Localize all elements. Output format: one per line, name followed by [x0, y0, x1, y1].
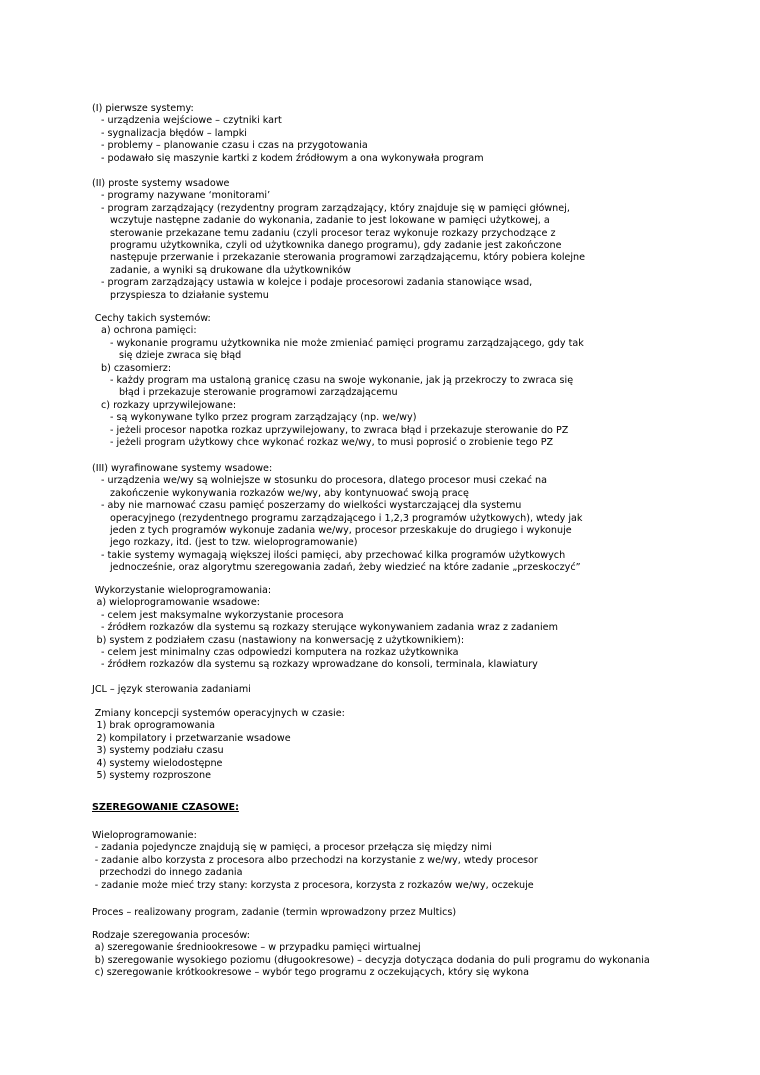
text-line: Rodzaje szeregowania procesów: — [92, 930, 250, 941]
text-line: Zmiany koncepcji systemów operacyjnych w czasie: — [94, 708, 345, 719]
text-line: - zadanie albo korzysta z procesora albo przechodzi na korzystanie z we/wy, wtedy procesor — [94, 854, 538, 866]
text-line: wczytuje następne zadanie do wykonania, zadanie to jest lokowane w pamięci użytkowej, a — [110, 215, 550, 227]
text-line: - sygnalizacja błędów – lampki — [101, 127, 247, 139]
text-line: zakończenie wykonywania rozkazów we/wy, aby kontynuować swoją pracę — [110, 487, 469, 499]
text-line: JCL – język sterowania zadaniami — [92, 684, 251, 695]
text-line: Wieloprogramowanie: — [92, 830, 197, 841]
text-line: programu użytkownika, czyli od użytkownika danego programu), gdy zadanie jest zakończone — [110, 239, 562, 251]
text-line: przyspiesza to działanie systemu — [110, 289, 269, 301]
text-block — [0, 830, 760, 892]
text-line: - źródłem rozkazów dla systemu są rozkazy sterujące wykonywaniem zadania wraz z zadaniem — [101, 622, 558, 634]
text-line: b) szeregowanie wysokiego poziomu (długookresowe) – decyzja dotycząca dodania do puli programu do wykonania — [94, 954, 650, 966]
text-line: a) wieloprogramowanie wsadowe: — [96, 597, 261, 609]
text-block — [0, 802, 760, 814]
text-line: (I) pierwsze systemy: — [92, 103, 194, 114]
text-block — [0, 463, 760, 575]
text-line: - problemy – planowanie czasu i czas na przygotowania — [101, 140, 368, 152]
text-block — [0, 585, 760, 672]
text-line: c) rozkazy uprzywilejowane: — [101, 399, 237, 411]
text-line: - zadania pojedyncze znajdują się w pamięci, a procesor przełącza się między nimi — [94, 842, 492, 854]
section-heading: SZEREGOWANIE CZASOWE: — [92, 802, 239, 813]
text-block — [0, 178, 760, 302]
text-line: - są wykonywane tylko przez program zarządzający (np. we/wy) — [110, 412, 417, 424]
text-line: - program zarządzający ustawia w kolejce i podaje procesorowi zadania stanowiące wsad, — [101, 277, 533, 289]
text-line: jednocześnie, oraz algorytmu szeregowania zadań, żeby wiedzieć na które zadanie „przeskoczyć” — [110, 562, 581, 574]
text-line: - podawało się maszynie kartki z kodem źródłowym a ona wykonywała program — [101, 152, 484, 164]
text-line: następuje przerwanie i przekazanie sterowania programowi zarządzającemu, który pobiera kolejne — [110, 252, 586, 264]
text-block — [0, 313, 760, 449]
text-line: jego rozkazy, itd. (jest to tzw. wieloprogramowanie) — [110, 537, 358, 549]
text-line: (II) proste systemy wsadowe — [92, 178, 230, 189]
text-line: zadanie, a wyniki są drukowane dla użytkowników — [110, 264, 351, 276]
text-line: - jeżeli procesor napotka rozkaz uprzywilejowany, to zwraca błąd i przekazuje sterowanie do PZ — [110, 424, 569, 436]
text-line: 4) systemy wielodostępne — [96, 757, 223, 769]
text-line: Wykorzystanie wieloprogramowania: — [94, 585, 272, 596]
text-line: - celem jest minimalny czas odpowiedzi komputera na rozkaz użytkownika — [101, 646, 459, 658]
text-line: - zadanie może mieć trzy stany: korzysta z procesora, korzysta z rozkazów we/wy, oczekuje — [94, 879, 534, 891]
text-block — [0, 684, 760, 696]
text-line: a) szeregowanie średniookresowe – w przypadku pamięci wirtualnej — [94, 942, 421, 954]
text-line: - każdy program ma ustaloną granicę czasu na swoje wykonanie, jak ją przekroczy to zwraca się — [110, 374, 574, 386]
text-line: Cechy takich systemów: — [94, 313, 211, 324]
text-line: (III) wyrafinowane systemy wsadowe: — [92, 463, 273, 474]
text-line: operacyjnego (rezydentnego programu zarządzającego i 1,2,3 programów użytkowych), wtedy jak — [110, 512, 583, 524]
text-line: - jeżeli program użytkowy chce wykonać rozkaz we/wy, to musi poprosić o zrobienie tego PZ — [110, 436, 554, 448]
text-line: 1) brak oprogramowania — [96, 720, 215, 732]
text-line: c) szeregowanie krótkookresowe – wybór tego programu z oczekujących, który się wykona — [94, 967, 530, 979]
text-line: - program zarządzający (rezydentny program zarządzający, który znajduje się w pamięci głównej, — [101, 202, 570, 214]
text-line: jeden z tych programów wykonuje zadania we/wy, procesor przeskakuje do drugiego i wykonuje — [110, 524, 572, 536]
text-line: a) ochrona pamięci: — [101, 325, 197, 337]
text-line: - urządzenia wejściowe – czytniki kart — [101, 115, 282, 127]
text-line: - aby nie marnować czasu pamięć poszerzamy do wielkości wystarczającej dla systemu — [101, 500, 522, 512]
text-line: 5) systemy rozproszone — [96, 769, 212, 781]
text-line: b) czasomierz: — [101, 362, 172, 374]
text-line: - wykonanie programu użytkownika nie może zmieniać pamięci programu zarządzającego, gdy tak — [110, 337, 584, 349]
text-line: - źródłem rozkazów dla systemu są rozkazy wprowadzane do konsoli, terminala, klawiatury — [101, 659, 538, 671]
text-line: sterowanie przekazane temu zadaniu (czyli procesor teraz wykonuje rozkazy przychodzące z — [110, 227, 556, 239]
text-line: Proces – realizowany program, zadanie (termin wprowadzony przez Multics) — [92, 907, 457, 918]
text-line: 3) systemy podziału czasu — [96, 745, 224, 757]
text-line: b) system z podziałem czasu (nastawiony na konwersację z użytkownikiem): — [96, 634, 465, 646]
text-line: - celem jest maksymalne wykorzystanie procesora — [101, 609, 344, 621]
text-block — [0, 708, 760, 782]
text-line: - programy nazywane ‘monitorami’ — [101, 190, 271, 202]
text-line: przechodzi do innego zadania — [99, 867, 243, 879]
text-block — [0, 930, 760, 980]
text-line: się dzieje zwraca się błąd — [119, 350, 242, 362]
text-line: - urządzenia we/wy są wolniejsze w stosunku do procesora, dlatego procesor musi czekać na — [101, 475, 548, 487]
text-line: - takie systemy wymagają większej ilości pamięci, aby przechować kilka programów użytkowych — [101, 549, 566, 561]
text-line: błąd i przekazuje sterowanie programowi zarządzającemu — [119, 387, 398, 399]
text-line: 2) kompilatory i przetwarzanie wsadowe — [96, 732, 291, 744]
text-block — [0, 907, 760, 919]
text-block — [0, 103, 760, 165]
